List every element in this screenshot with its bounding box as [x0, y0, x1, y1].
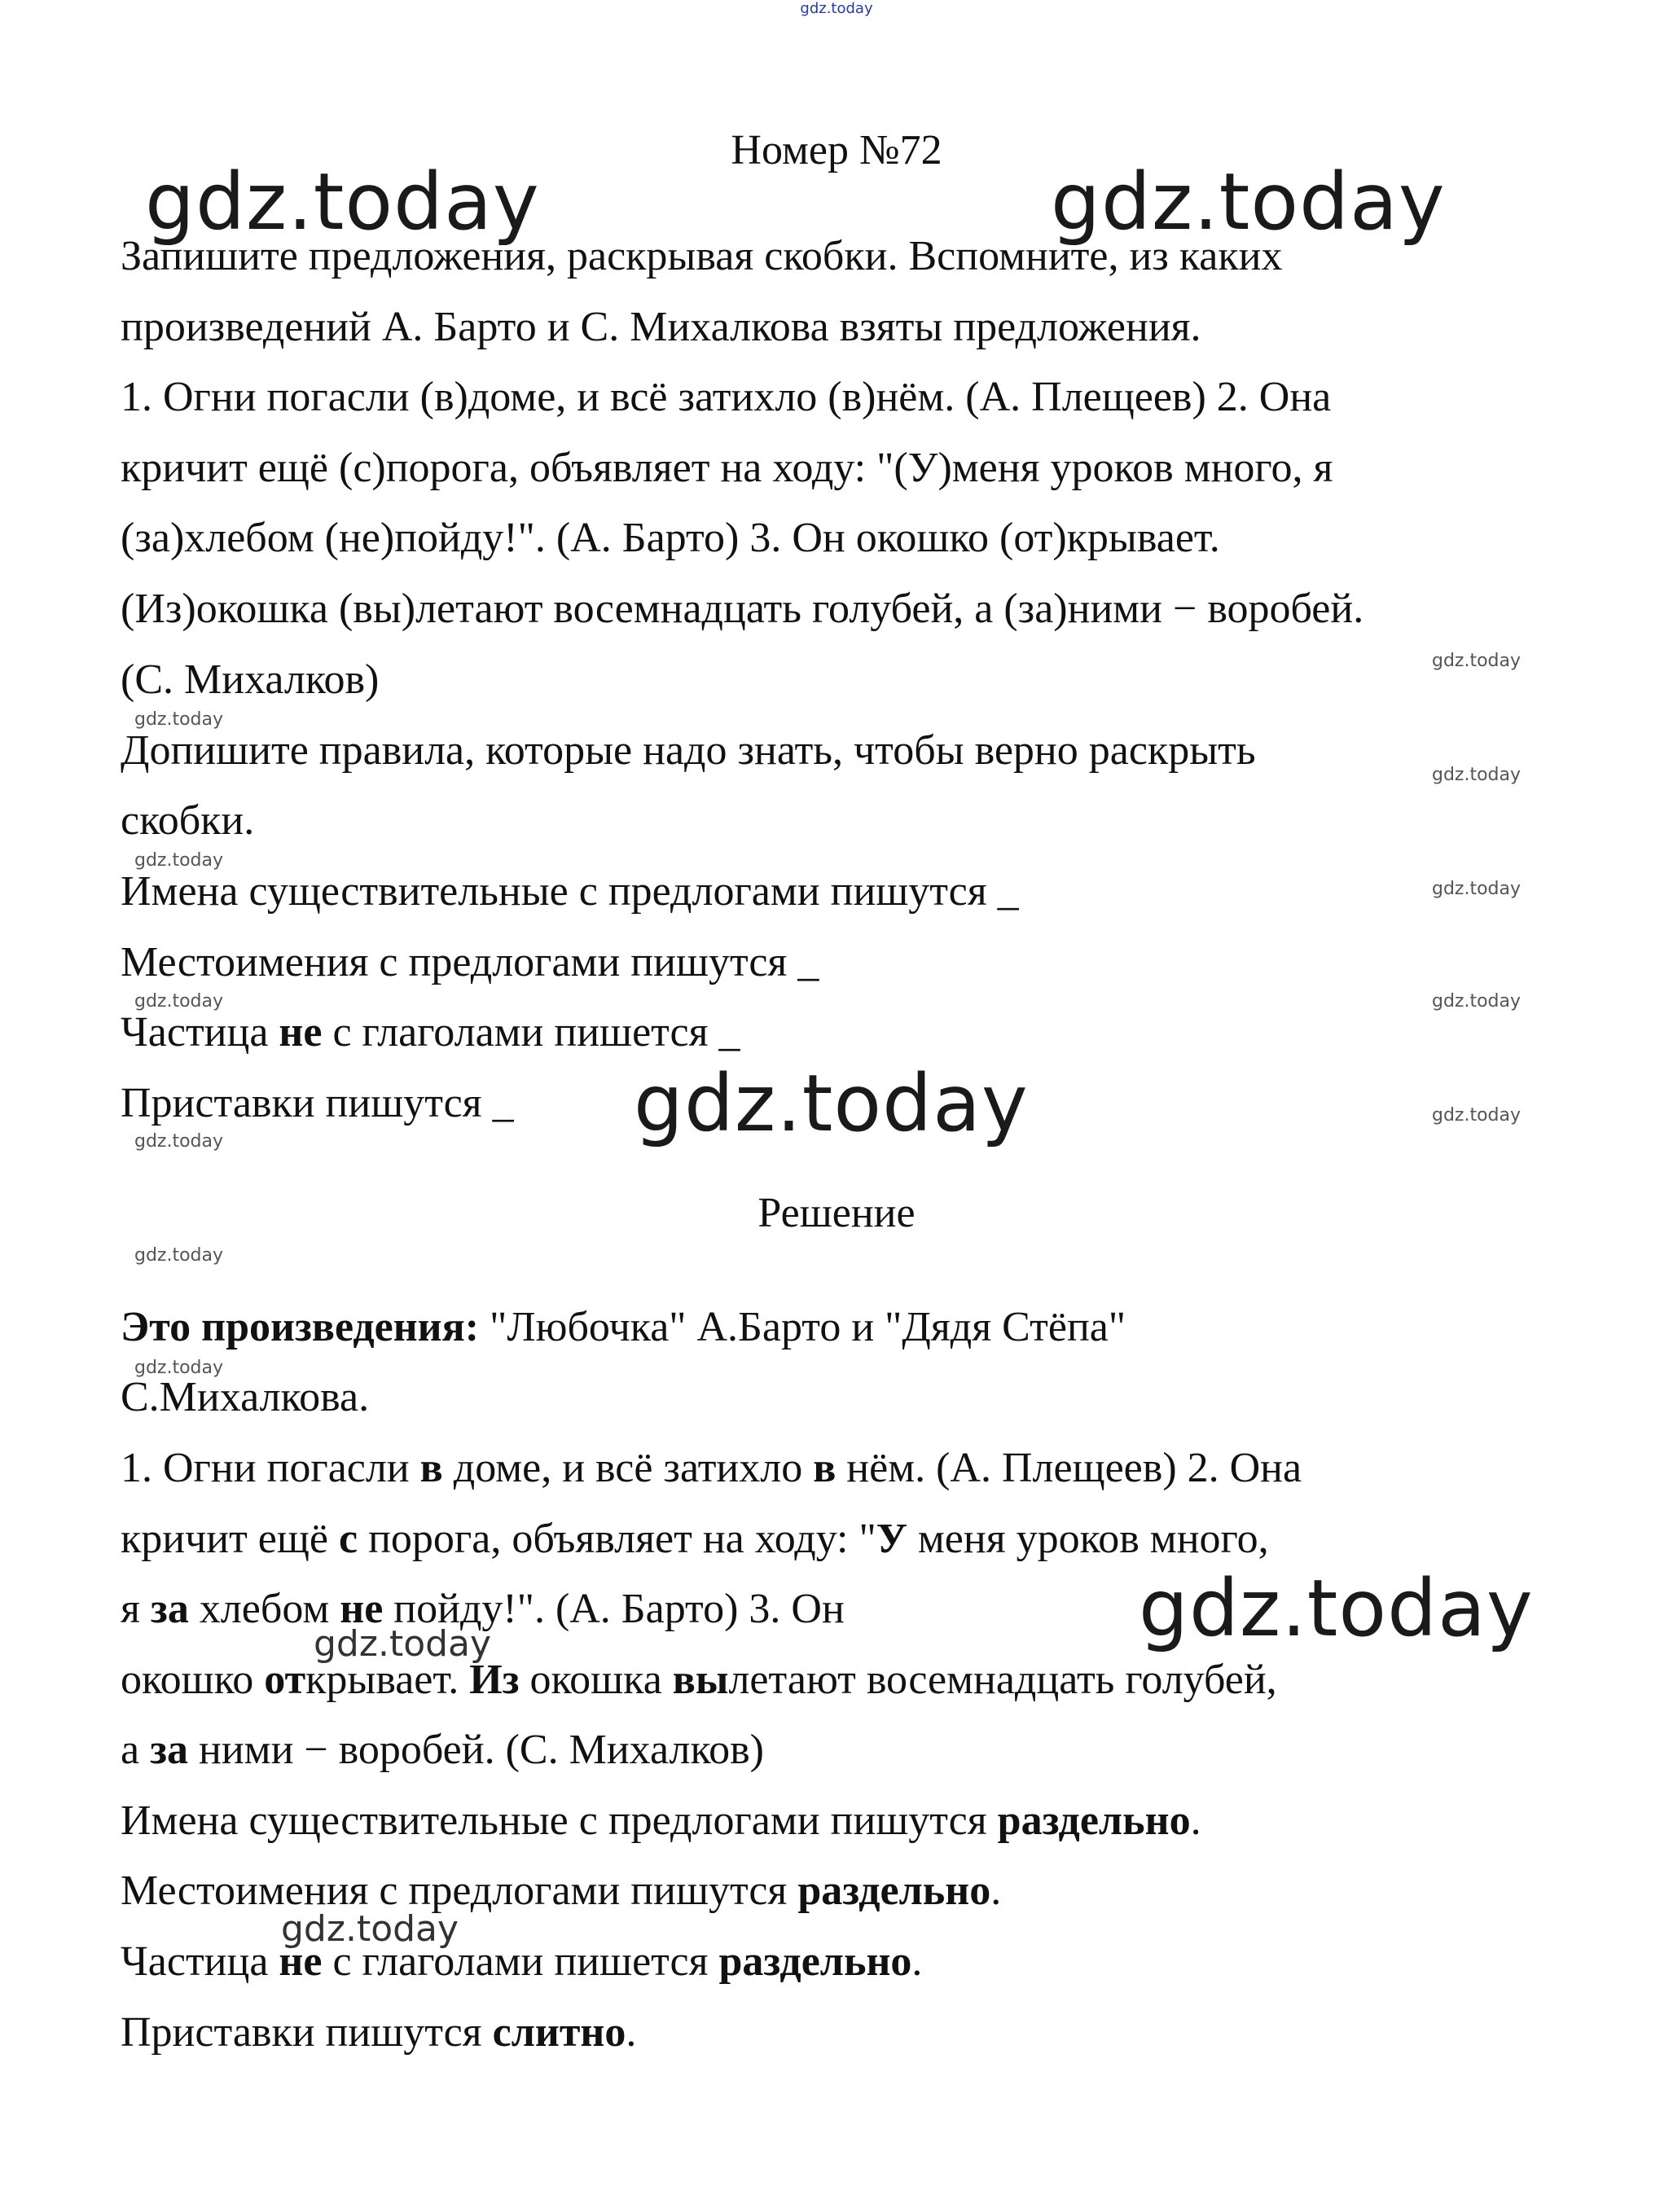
text-fragment: пойду!". (А. Барто) 3. Он	[383, 1586, 845, 1632]
watermark-big-2: gdz.today	[1051, 156, 1446, 248]
text-fragment: окошка	[519, 1657, 673, 1703]
task-instruction-line-1: Запишите предложения, раскрывая скобки. Вспомните, из каких	[121, 233, 1283, 279]
solution-rule-line-3	[121, 1938, 922, 1986]
bold-answer-fragment: за	[150, 1586, 189, 1632]
task-instruction-line-2: произведений А. Барто и С. Михалкова взяты предложения.	[121, 304, 1201, 350]
text-fragment: доме, и всё затихло	[442, 1445, 814, 1491]
watermark-small: gdz.today	[1432, 991, 1522, 1012]
solution-text-line-5	[121, 1726, 764, 1775]
text-fragment: Частица	[121, 1938, 279, 1985]
solution-rule-line-1	[121, 1797, 1201, 1846]
bold-answer-fragment: не	[340, 1586, 384, 1632]
solution-text-line-1	[121, 1444, 1302, 1493]
text-fragment: нём. (А. Плещеев) 2. Она	[836, 1445, 1302, 1491]
bold-answer-fragment: в	[419, 1445, 443, 1491]
text-fragment: хлебом	[188, 1586, 340, 1632]
rule-line-1: Имена существительные с предлогами пишутся _	[121, 868, 1019, 915]
watermark-small: gdz.today	[1432, 1105, 1522, 1126]
text-fragment: меня уроков много,	[907, 1516, 1269, 1562]
watermark-small: gdz.today	[134, 709, 224, 730]
rule-line-3: Частица не с глаголами пишется _	[121, 1009, 740, 1056]
rule-line-2: Местоимения с предлогами пишутся _	[121, 939, 819, 985]
watermark-small: gdz.today	[1432, 879, 1522, 899]
watermark-small: gdz.today	[1432, 765, 1522, 785]
watermark-small: gdz.today	[134, 1358, 224, 1378]
text-fragment: 1. Огни погасли	[121, 1445, 420, 1491]
bold-answer-fragment: в	[813, 1445, 836, 1491]
watermark-small: gdz.today	[134, 991, 224, 1012]
text-fragment: крывает.	[305, 1657, 470, 1703]
watermark-top: gdz.today	[800, 0, 873, 17]
bold-answer-fragment: слитно	[492, 2009, 626, 2056]
watermark-small: gdz.today	[1432, 651, 1522, 671]
text-fragment: летают восемнадцать голубей,	[728, 1657, 1277, 1703]
text-fragment: с глаголами пишется	[322, 1938, 719, 1985]
task-title: Номер №72	[731, 127, 942, 173]
bold-answer-fragment: за	[150, 1727, 188, 1773]
bold-answer-fragment: с	[339, 1516, 358, 1562]
text-fragment: окошко	[121, 1657, 265, 1703]
watermark-big-4: gdz.today	[1139, 1563, 1534, 1654]
bold-answer-fragment: раздельно	[997, 1797, 1191, 1844]
bold-answer-fragment: от	[264, 1657, 306, 1703]
task-text-line-4: (Из)окошка (вы)летают восемнадцать голубей, а (за)ними − воробей.	[121, 586, 1364, 632]
solution-works-line-1: Это произведения: "Любочка" А.Барто и "Дядя Стёпа"	[121, 1304, 1126, 1350]
text-fragment: .	[1190, 1797, 1201, 1844]
solution-rule-line-4	[121, 2008, 636, 2057]
solution-title: Решение	[757, 1190, 916, 1236]
text-fragment: Имена существительные с предлогами пишутся	[121, 1797, 998, 1844]
bold-answer-fragment: раздельно	[718, 1938, 912, 1985]
task-text-line-2: кричит ещё (с)порога, объявляет на ходу: "(У)меня уроков много, я	[121, 445, 1333, 491]
watermark-big-3: gdz.today	[634, 1058, 1029, 1149]
rule-line-4: Приставки пишутся _	[121, 1080, 514, 1126]
text-fragment: я	[121, 1586, 151, 1632]
watermark-small: gdz.today	[134, 1245, 224, 1266]
watermark-medium-2: gdz.today	[281, 1908, 459, 1950]
solution-works-line-2: С.Михалкова.	[121, 1374, 370, 1420]
text-fragment: .	[626, 2009, 637, 2056]
text-fragment: .	[911, 1938, 923, 1985]
watermark-medium-1: gdz.today	[314, 1623, 492, 1665]
task-text-line-5: (С. Михалков)	[121, 656, 380, 703]
rules-intro-line-1: Допишите правила, которые надо знать, чтобы верно раскрыть	[121, 727, 1256, 774]
bold-answer-fragment: У	[876, 1516, 907, 1562]
task-text-line-1: 1. Огни погасли (в)доме, и всё затихло (в)нём. (А. Плещеев) 2. Она	[121, 374, 1332, 420]
watermark-small: gdz.today	[134, 1131, 224, 1152]
watermark-small: gdz.today	[134, 850, 224, 871]
bold-answer-fragment: раздельно	[797, 1867, 991, 1914]
bold-answer-fragment: Из	[469, 1657, 520, 1703]
text-fragment: кричит ещё	[121, 1516, 339, 1562]
solution-rule-line-2	[121, 1867, 1001, 1916]
bold-answer-fragment: не	[279, 1938, 323, 1985]
text-fragment: ними − воробей. (С. Михалков)	[188, 1727, 764, 1773]
solution-text-line-4	[121, 1656, 1277, 1705]
text-fragment: .	[990, 1867, 1002, 1914]
bold-answer-fragment: вы	[672, 1657, 729, 1703]
text-fragment: а	[121, 1727, 151, 1773]
solution-text-line-2	[121, 1515, 1269, 1564]
text-fragment: Местоимения с предлогами пишутся	[121, 1867, 798, 1914]
text-fragment: Приставки пишутся	[121, 2009, 493, 2056]
rules-intro-line-2: скобки.	[121, 797, 255, 844]
task-text-line-3: (за)хлебом (не)пойду!". (А. Барто) 3. Он окошко (от)крывает.	[121, 515, 1220, 561]
watermark-big-1: gdz.today	[145, 156, 540, 248]
text-fragment: порога, объявляет на ходу: "	[358, 1516, 876, 1562]
